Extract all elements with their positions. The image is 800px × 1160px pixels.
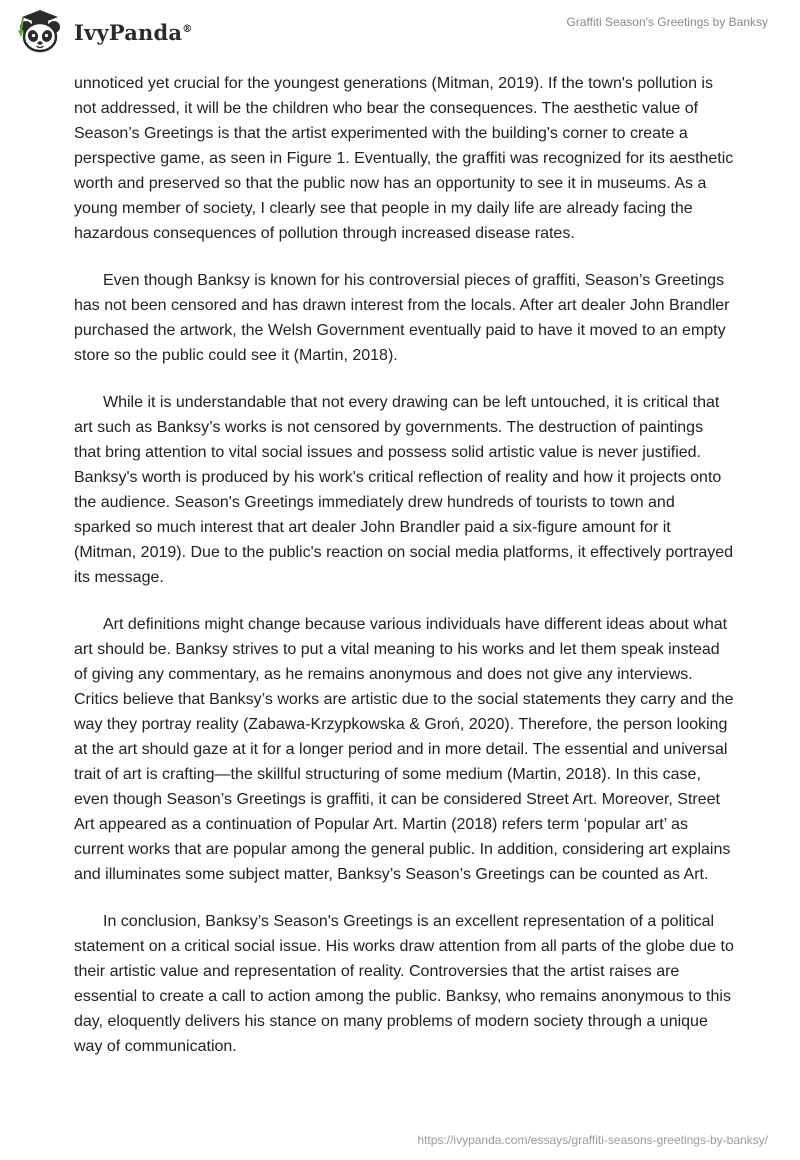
paragraph: Art definitions might change because various individuals have different ideas about what art should be. Banksy strives to put a vital meaning to his works and let them speak instead of giving any commentary, as he remains anonymous and does not give any interviews. Critics believe that Banksy’s works are artistic due to the social statements they carry and the way they portray reality (Zabawa-Krzypkowska & Groń, 2020). Therefore, the person looking at the art should gaze at it for a longer period and in more detail. The essential and universal trait of art is crafting—the skillful structuring of some medium (Martin, 2018). In this case, even though Season’s Greetings is graffiti, it can be considered Street Art. Moreover, Street Art appeared as a continuation of Popular Art. Martin (2018) refers term ‘popular art’ as current works that are popular among the general public. In addition, considering art explains and illuminates some subject matter, Banksy’s Season’s Greetings can be counted as Art. (74, 616, 734, 883)
paragraph-continuation: unnoticed yet crucial for the youngest generations (Mitman, 2019). If the town's pollution is not addressed, it will be the children who bear the consequences. The aesthetic value of Season’s Greetings is that the artist experimented with the building's corner to create a perspective game, as seen in Figure 1. Eventually, the graffiti was recognized for its aesthetic worth and preserved so that the public now has an opportunity to see it in museums. As a young member of society, I clearly see that people in my daily life are already facing the hazardous consequences of pollution through increased disease rates. (74, 75, 734, 242)
document-title: Graffiti Season's Greetings by Banksy (566, 15, 768, 29)
source-url[interactable]: https://ivypanda.com/essays/graffiti-seasons-greetings-by-banksy/ (417, 1133, 768, 1147)
brand-name (74, 20, 192, 45)
page-header (0, 0, 800, 64)
paragraph: Even though Banksy is known for his controversial pieces of graffiti, Season’s Greetings has not been censored and has drawn interest from the locals. After art dealer John Brandler purchased the artwork, the Welsh Government eventually paid to have it moved to an empty store so the public could see it (Martin, 2018). (74, 272, 730, 364)
essay-body (74, 71, 734, 1081)
brand-name-text: IvyPanda (74, 19, 183, 45)
registered-mark: ® (182, 23, 193, 35)
panda-graduate-icon (14, 9, 66, 55)
paragraph: While it is understandable that not every drawing can be left untouched, it is critical that art such as Banksy’s works is not censored by governments. The destruction of paintings that bring attention to vital social issues and possess solid artistic value is never justified. Banksy's worth is produced by his work's critical reflection of reality and how it projects onto the audience. Season's Greetings immediately drew hundreds of tourists to town and sparked so much interest that art dealer John Brandler paid a six-figure amount for it (Mitman, 2019). Due to the public's reaction on social media platforms, it effectively portrayed its message. (74, 394, 734, 586)
ivypanda-logo[interactable] (14, 8, 192, 56)
paragraph-conclusion: In conclusion, Banksy’s Season's Greetings is an excellent representation of a political statement on a critical social issue. His works draw attention from all parts of the globe due to their artistic value and representation of reality. Controversies that the artist raises are essential to create a call to action among the public. Banksy, who remains anonymous to this day, eloquently delivers his stance on many problems of modern society through a unique way of communication. (74, 913, 734, 1055)
